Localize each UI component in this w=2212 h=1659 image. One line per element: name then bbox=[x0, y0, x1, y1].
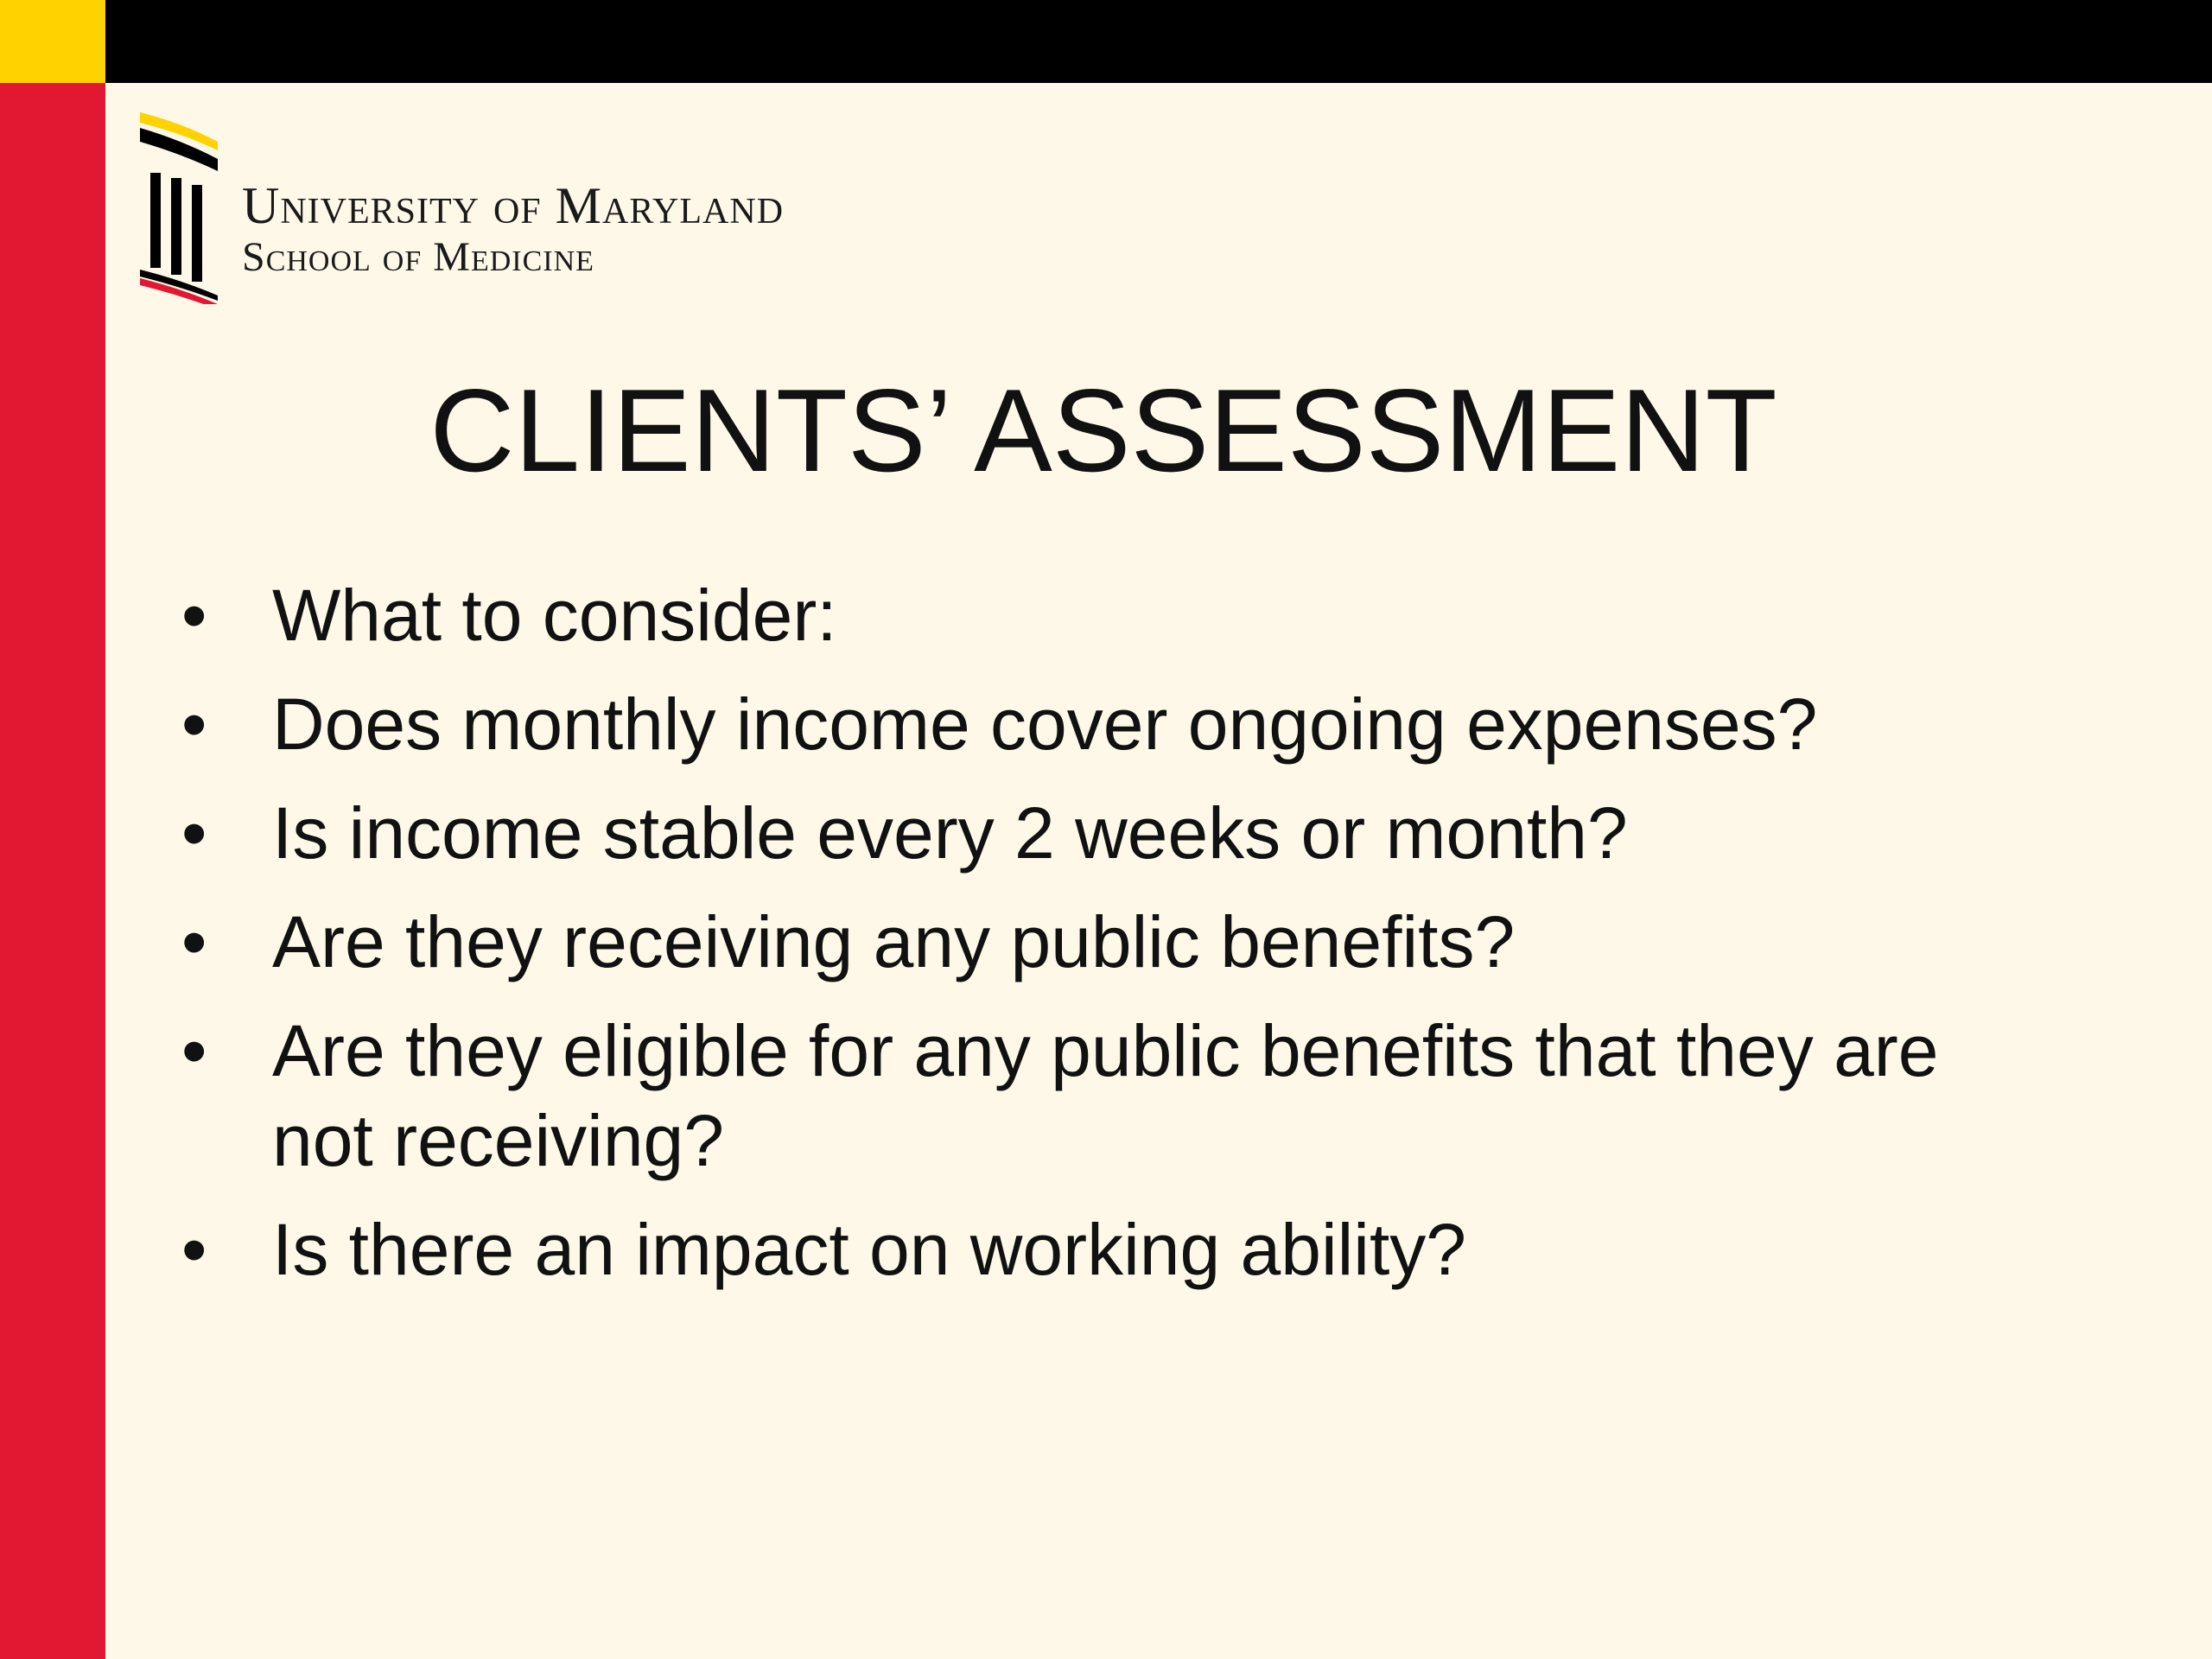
bullet-text: Does monthly income cover ongoing expenses? bbox=[272, 683, 1818, 765]
bullet-text: Are they eligible for any public benefits that they are not receiving? bbox=[272, 1010, 1939, 1181]
logo-university-name: University of Maryland bbox=[242, 177, 785, 234]
bullet-text: Is there an impact on working ability? bbox=[272, 1209, 1467, 1290]
bullet-item bbox=[181, 1205, 2039, 1294]
bullet-item bbox=[181, 897, 2039, 987]
bullet-item bbox=[181, 679, 2039, 769]
bullet-dot-icon: • bbox=[181, 1209, 207, 1290]
corner-accent bbox=[0, 0, 105, 83]
bullet-dot-icon: • bbox=[181, 901, 207, 982]
university-logo bbox=[138, 105, 916, 313]
bullet-text: What to consider: bbox=[272, 575, 837, 656]
bullet-list bbox=[181, 570, 2039, 1313]
bullet-dot-icon: • bbox=[181, 575, 207, 656]
university-columns-icon bbox=[138, 105, 225, 304]
bullet-item bbox=[181, 1006, 2039, 1185]
logo-school-name: School of Medicine bbox=[242, 234, 594, 280]
bullet-dot-icon: • bbox=[181, 1010, 207, 1091]
bullet-text: Are they receiving any public benefits? bbox=[272, 901, 1516, 982]
left-bar bbox=[0, 83, 105, 1659]
bullet-item bbox=[181, 570, 2039, 660]
bullet-dot-icon: • bbox=[181, 792, 207, 874]
top-bar bbox=[105, 0, 2212, 83]
bullet-text: Is income stable every 2 weeks or month? bbox=[272, 792, 1628, 874]
bullet-item bbox=[181, 788, 2039, 878]
slide-title: CLIENTS’ ASSESSMENT bbox=[429, 365, 1777, 496]
bullet-dot-icon: • bbox=[181, 683, 207, 765]
